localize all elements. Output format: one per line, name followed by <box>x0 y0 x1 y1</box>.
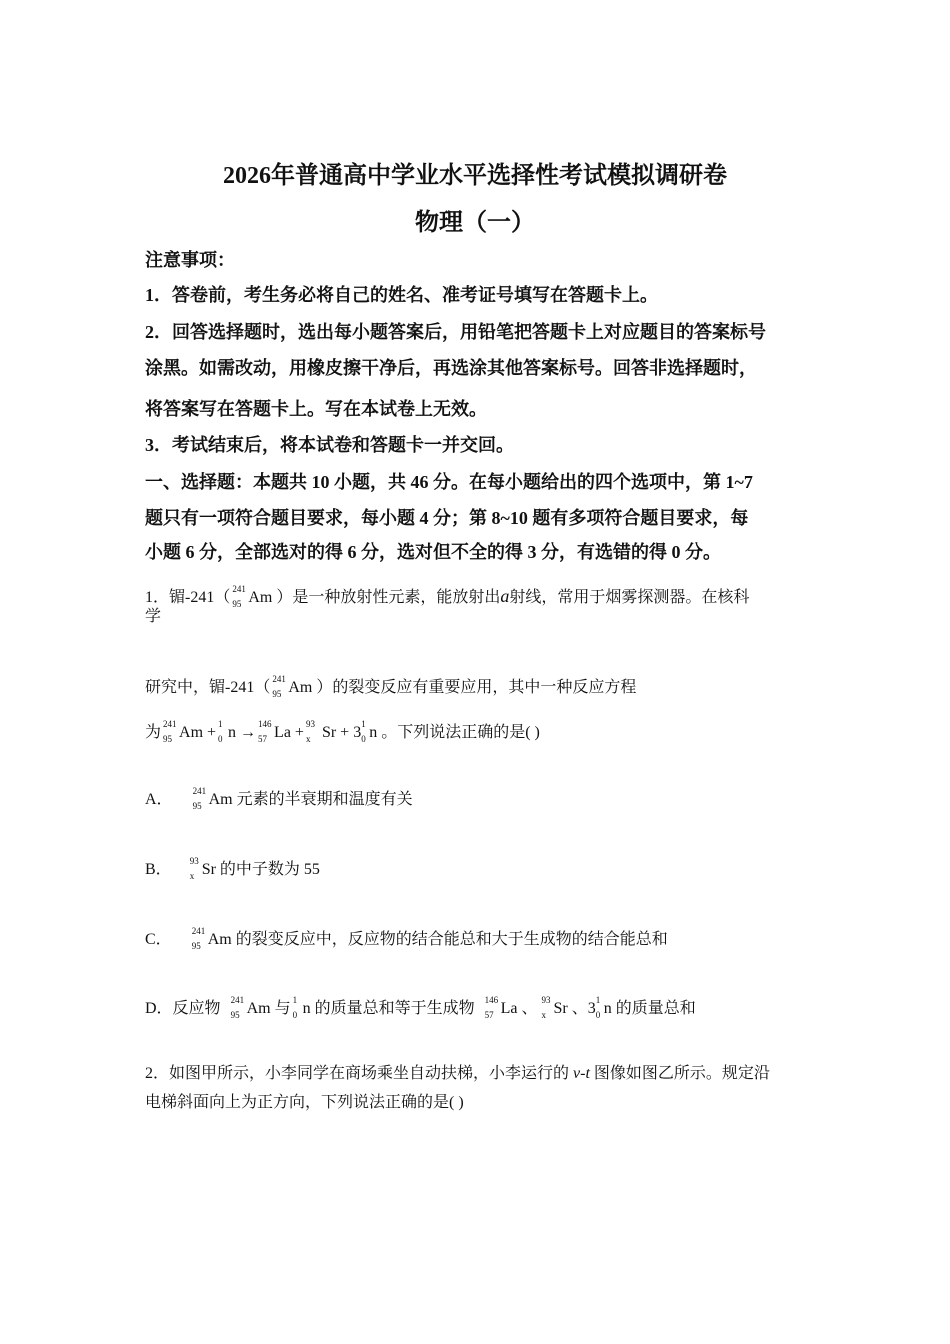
q1-l1-end: 射线，常用于烟雾探测器。在核科 <box>509 589 750 606</box>
q1-option-d[interactable]: D．反应物 241 95 Am 与 1 0 n 的质量总和等于生成物 146 57 La 、 93 x Sr 、3 1 0 n 的质量总和 <box>145 995 696 1021</box>
nuclide-la: 146 57 <box>484 995 499 1021</box>
nuclide-n: 1 0 <box>218 719 223 745</box>
q1-option-a[interactable]: A． 241 95 Am 元素的半衰期和温度有关 <box>145 786 413 812</box>
nuclide-am: 241 95 <box>191 926 206 952</box>
q1-l1-post: Am ）是一种放射性元素，能放射出 <box>248 589 501 606</box>
exam-title: 2026年普通高中学业水平选择性考试模拟调研卷 <box>223 163 727 189</box>
section-1-line-1: 一、选择题：本题共 10 小题，共 46 分。在每小题给出的四个选项中，第 1~7 <box>145 472 753 492</box>
alpha-symbol: a <box>500 586 510 606</box>
notice-item-2-line-3: 将答案写在答题卡上。写在本试卷上无效。 <box>145 399 487 419</box>
nuclide-n: 1 0 <box>361 719 366 745</box>
notice-item-1: 1．答卷前，考生务必将自己的姓名、准考证号填写在答题卡上。 <box>145 285 658 305</box>
q1-option-c[interactable]: C． 241 95 Am 的裂变反应中，反应物的结合能总和大于生成物的结合能总和 <box>145 926 668 952</box>
section-1-line-2: 题只有一项符合题目要求，每小题 4 分；第 8~10 题有多项符合题目要求，每 <box>145 508 749 528</box>
q1-line-2: 研究中，镅-241（ 241 95 Am ）的裂变反应有重要应用，其中一种反应方程 <box>145 674 637 700</box>
q1-line-1 <box>145 584 749 609</box>
vt-symbol: v-t <box>573 1065 590 1082</box>
notice-item-3: 3．考试结束后，将本试卷和答题卡一并交回。 <box>145 435 514 455</box>
nuclide-am: 241 95 <box>272 674 286 700</box>
section-1-line-3: 小题 6 分，全部选对的得 6 分，选对但不全的得 3 分，有选错的得 0 分。 <box>145 542 721 562</box>
nuclide-am: 241 95 <box>230 995 245 1021</box>
nuclide-n: 1 0 <box>595 995 601 1021</box>
q2-line-1: 2．如图甲所示，小李同学在商场乘坐自动扶梯，小李运行的 v-t 图像如图乙所示。规定沿 <box>145 1065 770 1082</box>
nuclide-am: 241 95 <box>163 719 177 745</box>
notice-item-2-line-1: 2．回答选择题时，选出每小题答案后，用铅笔把答题卡上对应题目的答案标号 <box>145 322 766 342</box>
nuclide-la: 146 57 <box>258 719 272 745</box>
notice-heading: 注意事项： <box>145 250 235 270</box>
nuclide-sr: 93 x <box>189 856 199 882</box>
notice-item-2-line-2: 涂黑。如需改动，用橡皮擦干净后，再选涂其他答案标号。回答非选择题时， <box>145 358 757 378</box>
q1-option-b[interactable]: B． 93 x Sr 的中子数为 55 <box>145 856 320 882</box>
q1-l1-pre: 1．镅-241（ <box>145 589 231 606</box>
q2-line-2: 电梯斜面向上为正方向，下列说法正确的是( ) <box>145 1094 464 1111</box>
exam-subtitle: 物理（一） <box>415 210 535 236</box>
nuclide-am: 241 95 <box>192 786 207 812</box>
nuclide-sr: 93 x <box>541 995 551 1021</box>
q1-equation: 为 241 95 Am + 1 0 n → 146 57 La + 93 x Sr + 3 1 0 n 。下列说法正确的是( ) <box>145 719 540 745</box>
q1-line-1-wrap: 学 <box>145 608 162 625</box>
nuclide-n: 1 0 <box>292 995 298 1021</box>
nuclide-am: 241 95 <box>232 584 246 610</box>
nuclide-sr: 93 x <box>305 719 315 745</box>
